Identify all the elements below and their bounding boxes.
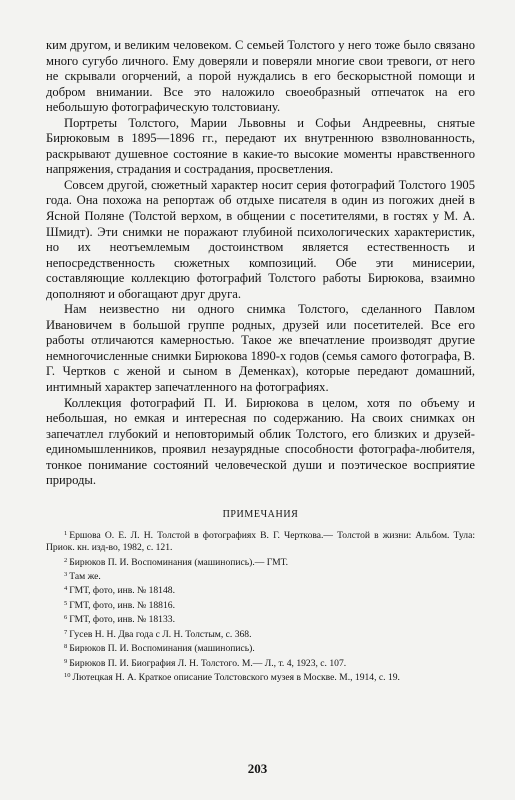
note-text: Ершова О. Е. Л. Н. Толстой в фотографиях В. Г. Черткова.— Толстой в жизни: Альбом. Тула: Приок. кн. изд-во, 1982, с. 121. bbox=[46, 529, 475, 554]
body-paragraph-2: Портреты Толстого, Марии Львовны и Софьи Андреевны, снятые Бирюковым в 1895—1896 гг., передают их внутреннюю взволнованность, раскрывают душевное состояние в какие-то высокие моменты нравственного напряжения, страдания и сострадания, просветления. bbox=[46, 115, 475, 177]
note-text: Бирюков П. И. Воспоминания (машинопись).— ГМТ. bbox=[69, 556, 288, 568]
note-number: 9 bbox=[64, 657, 68, 665]
note-number: 10 bbox=[64, 671, 71, 679]
notes-list bbox=[46, 528, 475, 684]
body-paragraph-1: ким другом, и великим человеком. С семьей Толстого у него тоже было связано много сугубо личного. Ему доверяли и поверяли многие свои тревоги, от него не скрывали огорчений, а порой нуждались в его бескорыстной помощи и добром внимании. Все это наложило своеобразный отпечаток на его небольшую фотографическую толстовиану. bbox=[46, 38, 475, 115]
note-number: 6 bbox=[64, 614, 68, 622]
note-item bbox=[46, 583, 475, 597]
note-text: Бирюков П. И. Биография Л. Н. Толстого. М.— Л., т. 4, 1923, с. 107. bbox=[69, 657, 347, 669]
note-item bbox=[46, 555, 475, 569]
note-text: ГМТ, фото, инв. № 18816. bbox=[69, 599, 175, 611]
note-text: ГМТ, фото, инв. № 18133. bbox=[69, 614, 175, 626]
note-number: 8 bbox=[64, 643, 68, 651]
body-paragraph-4: Нам неизвестно ни одного снимка Толстого, сделанного Павлом Ивановичем в большой группе родных, друзей или посетителей. Все его работы отличаются камерностью. Такое же впечатление производят другие немногочисленные снимки Бирюкова 1890-х годов (семья самого фотографа, В. Г. Чертков с женой и сыном в Деменках), которые передают домашний, интимный характер запечатленного на фотографиях. bbox=[46, 302, 475, 395]
body-paragraph-3: Совсем другой, сюжетный характер носит серия фотографий Толстого 1905 года. Она похожа на репортаж об отдыхе писателя в один из погожих дней в Ясной Поляне (Толстой верхом, в общении с посетителями, в гостях у М. А. Шмидт). Эти снимки не поражают глубиной психологических характеристик, но их неотъемлемым достоинством является естественность и непосредственность сюжетных композиций. Обе эти минисерии, составляющие коллекцию фотографий Толстого работы Бирюкова, взаимно дополняют и обогащают друг друга. bbox=[46, 177, 475, 301]
note-item bbox=[46, 656, 475, 670]
note-item bbox=[46, 528, 475, 555]
notes-heading: ПРИМЕЧАНИЯ bbox=[222, 508, 299, 520]
note-item bbox=[46, 641, 475, 655]
note-item bbox=[46, 627, 475, 641]
body-paragraph-5: Коллекция фотографий П. И. Бирюкова в целом, хотя по объему и небольшая, но емкая и интересная по содержанию. На своих снимках он запечатлел глубокий и неповторимый облик Толстого, его близких и друзей-единомышленников, проявил незаурядные способности фотографа-любителя, тонкое понимание состояний человеческой души и поэтическое восприятие природы. bbox=[46, 395, 475, 488]
note-text: Лютецкая Н. А. Краткое описание Толстовского музея в Москве. М., 1914, с. 19. bbox=[72, 671, 400, 683]
note-text: ГМТ, фото, инв. № 18148. bbox=[69, 585, 175, 597]
note-text: Гусев Н. Н. Два года с Л. Н. Толстым, с. 368. bbox=[69, 628, 252, 640]
note-number: 1 bbox=[64, 529, 68, 537]
note-text: Там же. bbox=[69, 571, 101, 583]
note-item bbox=[46, 569, 475, 583]
document-page bbox=[46, 38, 475, 684]
note-item bbox=[46, 670, 475, 684]
page-number: 203 bbox=[247, 761, 268, 776]
note-item bbox=[46, 612, 475, 626]
note-number: 2 bbox=[64, 556, 68, 564]
note-number: 7 bbox=[64, 628, 68, 636]
note-number: 4 bbox=[64, 585, 68, 593]
note-number: 3 bbox=[64, 571, 68, 579]
note-item bbox=[46, 598, 475, 612]
note-text: Бирюков П. И. Воспоминания (машинопись). bbox=[69, 643, 255, 655]
note-number: 5 bbox=[64, 599, 68, 607]
